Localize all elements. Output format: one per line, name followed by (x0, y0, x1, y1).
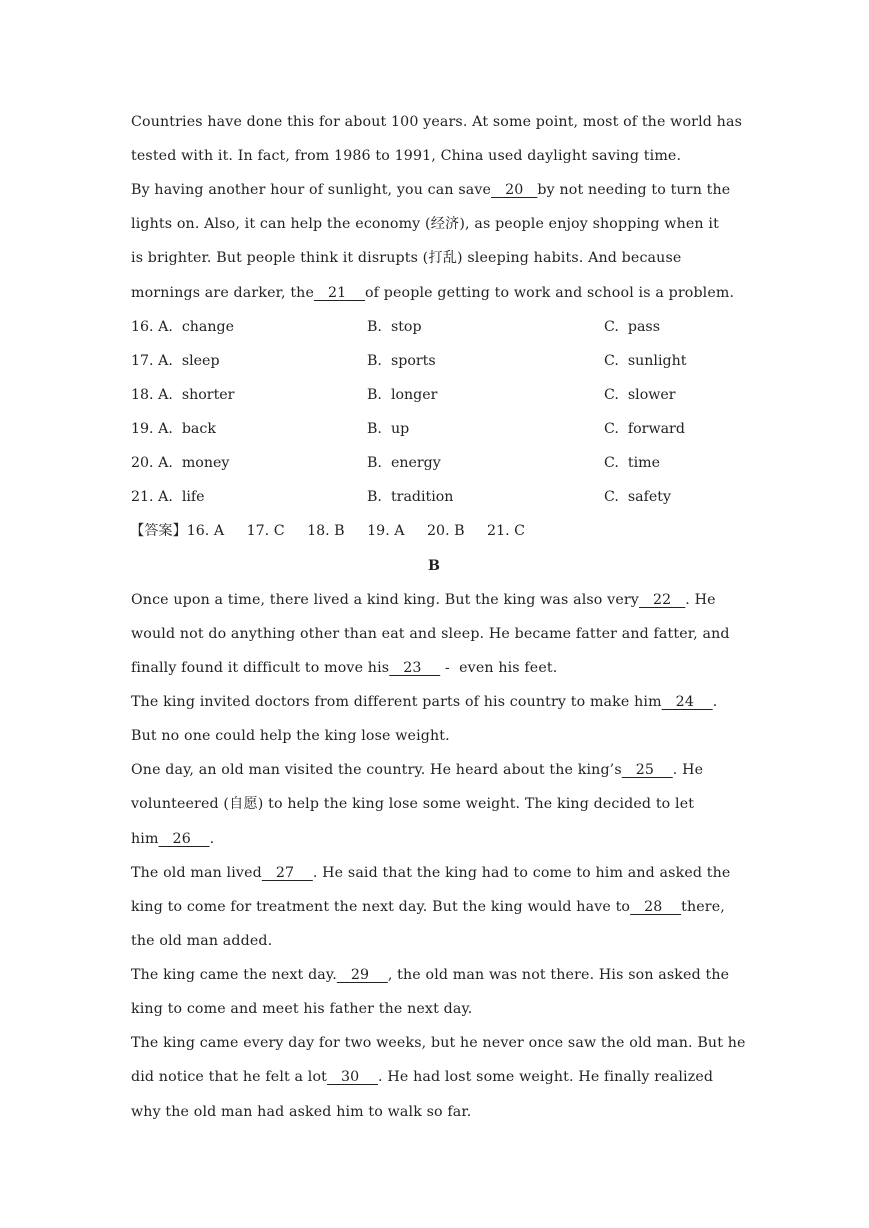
line-text: The old man lived (131, 865, 262, 881)
line-text: . He had lost some weight. He finally realized (378, 1069, 714, 1085)
line-text: . He said that the king had to come to him and asked the (312, 865, 731, 881)
blank-answer: 29 (336, 967, 388, 983)
passage-b-line (131, 760, 751, 780)
passage-b-line (131, 1102, 751, 1122)
option-c: C. pass (604, 319, 660, 335)
line-text: But no one could help the king lose weight. (131, 728, 450, 744)
line-text: . (712, 694, 718, 710)
line-text: there, (681, 899, 725, 915)
passage-b-line (131, 1033, 751, 1053)
line-text: By having another hour of sunlight, you can save (131, 182, 492, 198)
blank-answer: 24 (661, 694, 713, 710)
passage-b-line (131, 658, 751, 678)
passage-a-line (131, 248, 751, 268)
option-b: B. longer (367, 387, 438, 403)
answer-key: 【答案】16. A 17. C 18. B 19. A 20. B 21. C (130, 523, 525, 539)
passage-b-line (131, 692, 751, 712)
line-text: finally found it difficult to move his (131, 660, 390, 676)
passage-a-line (131, 146, 751, 166)
option-a: 21. A. life (131, 489, 205, 505)
line-text: . (209, 831, 215, 847)
line-text: of people getting to work and school is a problem. (364, 285, 735, 301)
option-c: C. safety (604, 489, 671, 505)
line-text: mornings are darker, the (131, 285, 314, 301)
line-text: king to come and meet his father the next day. (131, 1001, 473, 1017)
passage-b-line (131, 897, 751, 917)
option-b: B. tradition (367, 489, 454, 505)
line-text: , the old man was not there. His son asked the (387, 967, 730, 983)
section-title: B (428, 558, 440, 574)
option-c: C. forward (604, 421, 685, 437)
line-text: The king invited doctors from different parts of his country to make him (131, 694, 662, 710)
line-text: . He (672, 762, 704, 778)
passage-b-line (131, 931, 751, 951)
blank-answer: 22 (638, 592, 686, 608)
line-text: him (131, 831, 159, 847)
passage-b-line (131, 624, 751, 644)
passage-b-line (131, 829, 751, 849)
passage-b-line (131, 863, 751, 883)
passage-b-line (131, 1067, 751, 1087)
passage-a-line (131, 283, 751, 303)
blank-answer: 21 (314, 285, 365, 301)
line-text: The king came the next day. (131, 967, 337, 983)
blank-answer: 28 (630, 899, 682, 915)
line-text: is brighter. But people think it disrupts (打乱) sleeping habits. And because (131, 250, 682, 266)
blank-answer: 26 (158, 831, 210, 847)
passage-b-line (131, 590, 751, 610)
passage-a-line (131, 180, 751, 200)
line-text: why the old man had asked him to walk so far. (131, 1104, 472, 1120)
line-text: king to come for treatment the next day. But the king would have to (131, 899, 631, 915)
passage-b-line (131, 794, 751, 814)
option-b: B. energy (367, 455, 441, 471)
line-text: volunteered (自愿) to help the king lose some weight. The king decided to let (131, 796, 695, 812)
blank-answer: 30 (327, 1069, 379, 1085)
option-b: B. stop (367, 319, 422, 335)
option-c: C. sunlight (604, 353, 687, 369)
blank-answer: 25 (621, 762, 673, 778)
line-text: Once upon a time, there lived a kind king. But the king was also very (131, 592, 639, 608)
passage-a-line (131, 214, 751, 234)
line-text: - even his feet. (440, 660, 558, 676)
option-a: 19. A. back (131, 421, 216, 437)
line-text: by not needing to turn the (537, 182, 731, 198)
passage-b-line (131, 726, 751, 746)
blank-answer: 20 (491, 182, 538, 198)
passage-a-line (131, 112, 751, 132)
option-c: C. slower (604, 387, 676, 403)
line-text: The king came every day for two weeks, but he never once saw the old man. But he (131, 1035, 746, 1051)
line-text: did notice that he felt a lot (131, 1069, 328, 1085)
line-text: the old man added. (131, 933, 273, 949)
option-a: 18. A. shorter (131, 387, 235, 403)
passage-b-line (131, 965, 751, 985)
line-text: would not do anything other than eat and sleep. He became fatter and fatter, and (131, 626, 730, 642)
passage-b-line (131, 999, 751, 1019)
blank-answer: 27 (261, 865, 313, 881)
blank-answer: 23 (389, 660, 441, 676)
line-text: lights on. Also, it can help the economy (经济), as people enjoy shopping when it (131, 216, 719, 232)
option-b: B. sports (367, 353, 436, 369)
line-text: Countries have done this for about 100 years. At some point, most of the world has (131, 114, 743, 130)
option-c: C. time (604, 455, 660, 471)
option-a: 16. A. change (131, 319, 235, 335)
line-text: tested with it. In fact, from 1986 to 1991, China used daylight saving time. (131, 148, 682, 164)
line-text: . He (685, 592, 716, 608)
option-a: 17. A. sleep (131, 353, 220, 369)
line-text: One day, an old man visited the country. He heard about the king’s (131, 762, 622, 778)
option-a: 20. A. money (131, 455, 230, 471)
option-b: B. up (367, 421, 410, 437)
